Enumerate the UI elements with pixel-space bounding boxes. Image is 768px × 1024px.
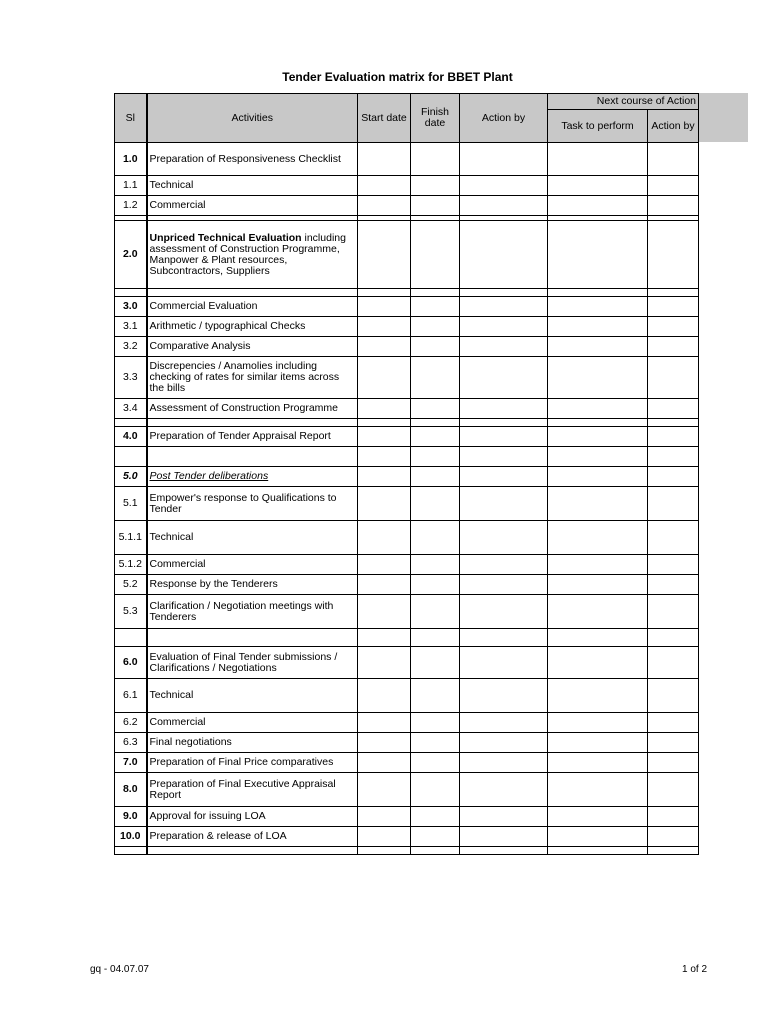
table-row	[115, 679, 699, 713]
table-row	[115, 487, 699, 521]
empty-cell	[411, 399, 460, 419]
empty-cell	[648, 399, 699, 419]
empty-cell	[460, 176, 548, 196]
empty-cell	[411, 196, 460, 216]
table-row	[115, 297, 699, 317]
row-activity: Clarification / Negotiation meetings with Tenderers	[147, 595, 358, 629]
table-row	[115, 575, 699, 595]
empty-cell	[358, 143, 411, 176]
empty-cell	[358, 629, 411, 647]
row-number: 5.3	[115, 595, 147, 629]
empty-cell	[648, 221, 699, 289]
empty-cell	[548, 297, 648, 317]
row-activity: Preparation of Final Executive Appraisal Report	[147, 773, 358, 807]
empty-cell	[358, 447, 411, 467]
empty-cell	[411, 575, 460, 595]
empty-cell	[648, 427, 699, 447]
empty-cell	[411, 176, 460, 196]
empty-cell	[548, 679, 648, 713]
empty-cell	[460, 357, 548, 399]
empty-cell	[460, 447, 548, 467]
empty-cell	[548, 647, 648, 679]
empty-cell	[460, 221, 548, 289]
header-activities: Activities	[147, 94, 358, 143]
empty-cell	[358, 827, 411, 847]
row-number: 1.2	[115, 196, 147, 216]
empty-cell	[411, 427, 460, 447]
empty-cell	[358, 221, 411, 289]
empty-cell	[648, 317, 699, 337]
table-row	[115, 595, 699, 629]
empty-cell	[548, 575, 648, 595]
row-activity	[147, 221, 358, 289]
spacer-row	[115, 447, 699, 467]
row-activity	[147, 847, 358, 855]
empty-cell	[648, 196, 699, 216]
empty-cell	[648, 807, 699, 827]
empty-cell	[648, 487, 699, 521]
empty-cell	[648, 847, 699, 855]
table-row	[115, 357, 699, 399]
empty-cell	[648, 575, 699, 595]
empty-cell	[548, 733, 648, 753]
empty-cell	[411, 297, 460, 317]
empty-cell	[358, 419, 411, 427]
table-row	[115, 647, 699, 679]
empty-cell	[548, 221, 648, 289]
row-activity: Technical	[147, 176, 358, 196]
row-number	[115, 629, 147, 647]
row-number: 3.4	[115, 399, 147, 419]
empty-cell	[411, 807, 460, 827]
empty-cell	[548, 143, 648, 176]
row-number: 2.0	[115, 221, 147, 289]
row-activity: Assessment of Construction Programme	[147, 399, 358, 419]
empty-cell	[648, 753, 699, 773]
empty-cell	[411, 827, 460, 847]
empty-cell	[648, 733, 699, 753]
empty-cell	[411, 467, 460, 487]
empty-cell	[460, 847, 548, 855]
empty-cell	[548, 419, 648, 427]
empty-cell	[548, 521, 648, 555]
table-row	[115, 399, 699, 419]
row-number: 6.0	[115, 647, 147, 679]
empty-cell	[358, 317, 411, 337]
row-activity: Post Tender deliberations	[147, 467, 358, 487]
table-row	[115, 713, 699, 733]
table-row	[115, 555, 699, 575]
empty-cell	[548, 773, 648, 807]
row-number: 3.3	[115, 357, 147, 399]
table-row	[115, 176, 699, 196]
empty-cell	[358, 289, 411, 297]
empty-cell	[358, 555, 411, 575]
row-activity: Preparation of Responsiveness Checklist	[147, 143, 358, 176]
table-row	[115, 807, 699, 827]
empty-cell	[411, 337, 460, 357]
empty-cell	[548, 467, 648, 487]
empty-cell	[460, 427, 548, 447]
empty-cell	[548, 337, 648, 357]
row-number: 3.1	[115, 317, 147, 337]
spacer-row	[115, 419, 699, 427]
row-activity: Final negotiations	[147, 733, 358, 753]
empty-cell	[460, 487, 548, 521]
row-number: 3.2	[115, 337, 147, 357]
empty-cell	[460, 337, 548, 357]
empty-cell	[411, 447, 460, 467]
evaluation-matrix-table	[114, 93, 699, 855]
empty-cell	[411, 647, 460, 679]
row-number	[115, 289, 147, 297]
row-activity: Technical	[147, 521, 358, 555]
empty-cell	[411, 773, 460, 807]
row-number: 9.0	[115, 807, 147, 827]
empty-cell	[411, 521, 460, 555]
empty-cell	[648, 337, 699, 357]
empty-cell	[411, 289, 460, 297]
empty-cell	[648, 647, 699, 679]
empty-cell	[648, 357, 699, 399]
empty-cell	[411, 713, 460, 733]
empty-cell	[358, 679, 411, 713]
empty-cell	[411, 555, 460, 575]
empty-cell	[358, 807, 411, 827]
empty-cell	[548, 555, 648, 575]
header-si: Sl	[115, 94, 147, 143]
empty-cell	[460, 555, 548, 575]
empty-cell	[548, 196, 648, 216]
row-activity	[147, 289, 358, 297]
empty-cell	[411, 419, 460, 427]
row-number: 5.1	[115, 487, 147, 521]
empty-cell	[648, 447, 699, 467]
empty-cell	[460, 419, 548, 427]
row-activity: Response by the Tenderers	[147, 575, 358, 595]
row-activity: Preparation of Final Price comparatives	[147, 753, 358, 773]
empty-cell	[548, 357, 648, 399]
empty-cell	[648, 419, 699, 427]
empty-cell	[548, 289, 648, 297]
row-number: 3.0	[115, 297, 147, 317]
empty-cell	[460, 753, 548, 773]
header-action-by-next: Action by	[648, 110, 699, 143]
empty-cell	[460, 467, 548, 487]
row-number: 7.0	[115, 753, 147, 773]
empty-cell	[460, 733, 548, 753]
empty-cell	[460, 289, 548, 297]
empty-cell	[648, 827, 699, 847]
empty-cell	[411, 487, 460, 521]
row-activity: Technical	[147, 679, 358, 713]
spacer-row	[115, 289, 699, 297]
row-activity-bold: Unpriced Technical Evaluation	[149, 231, 302, 244]
header-start-date: Start date	[358, 94, 411, 143]
row-activity: Commercial	[147, 196, 358, 216]
empty-cell	[411, 357, 460, 399]
empty-cell	[411, 733, 460, 753]
empty-cell	[548, 629, 648, 647]
empty-cell	[358, 647, 411, 679]
empty-cell	[358, 297, 411, 317]
table-row	[115, 221, 699, 289]
empty-cell	[548, 176, 648, 196]
table-row	[115, 827, 699, 847]
row-activity	[147, 419, 358, 427]
empty-cell	[548, 753, 648, 773]
empty-cell	[460, 297, 548, 317]
row-number	[115, 447, 147, 467]
row-number	[115, 847, 147, 855]
header-finish-date: Finish date	[411, 94, 460, 143]
header-next-course: Next course of Action	[548, 94, 699, 110]
row-activity: Evaluation of Final Tender submissions / Clarifications / Negotiations	[147, 647, 358, 679]
empty-cell	[648, 555, 699, 575]
empty-cell	[460, 143, 548, 176]
empty-cell	[411, 595, 460, 629]
header-task-to-perform: Task to perform	[548, 110, 648, 143]
empty-cell	[648, 143, 699, 176]
empty-cell	[411, 317, 460, 337]
empty-cell	[460, 317, 548, 337]
empty-cell	[358, 773, 411, 807]
table-row	[115, 467, 699, 487]
empty-cell	[548, 595, 648, 629]
table-row	[115, 733, 699, 753]
row-activity-rest: including assessment of Construction Programme, Manpower & Plant resources, Subcontractors, Suppliers	[149, 231, 346, 277]
empty-cell	[460, 575, 548, 595]
empty-cell	[460, 807, 548, 827]
row-activity: Preparation of Tender Appraisal Report	[147, 427, 358, 447]
empty-cell	[411, 629, 460, 647]
table-row	[115, 143, 699, 176]
empty-cell	[358, 357, 411, 399]
empty-cell	[548, 807, 648, 827]
row-activity: Discrepencies / Anamolies including checking of rates for similar items across the bills	[147, 357, 358, 399]
row-activity	[147, 447, 358, 467]
empty-cell	[648, 595, 699, 629]
row-activity: Approval for issuing LOA	[147, 807, 358, 827]
empty-cell	[548, 487, 648, 521]
empty-cell	[411, 143, 460, 176]
empty-cell	[411, 221, 460, 289]
empty-cell	[648, 679, 699, 713]
row-number: 5.0	[115, 467, 147, 487]
row-number: 6.1	[115, 679, 147, 713]
row-number: 6.3	[115, 733, 147, 753]
row-activity: Comparative Analysis	[147, 337, 358, 357]
footer-page-number: 1 of 2	[682, 964, 708, 975]
empty-cell	[358, 753, 411, 773]
footer-revision: gq - 04.07.07	[90, 964, 149, 975]
empty-cell	[358, 575, 411, 595]
table-row	[115, 196, 699, 216]
empty-cell	[358, 337, 411, 357]
empty-cell	[460, 713, 548, 733]
document-title: Tender Evaluation matrix for BBET Plant	[282, 70, 513, 84]
row-activity: Empower's response to Qualifications to Tender	[147, 487, 358, 521]
table-row	[115, 773, 699, 807]
row-number: 5.2	[115, 575, 147, 595]
empty-cell	[358, 196, 411, 216]
row-number: 1.0	[115, 143, 147, 176]
row-activity: Commercial Evaluation	[147, 297, 358, 317]
table-row	[115, 317, 699, 337]
row-number: 5.1.1	[115, 521, 147, 555]
empty-cell	[548, 317, 648, 337]
empty-cell	[548, 447, 648, 467]
matrix-body	[115, 143, 699, 855]
empty-cell	[460, 196, 548, 216]
empty-cell	[358, 521, 411, 555]
empty-cell	[460, 521, 548, 555]
empty-cell	[358, 733, 411, 753]
row-number: 4.0	[115, 427, 147, 447]
table-row	[115, 427, 699, 447]
empty-cell	[358, 847, 411, 855]
empty-cell	[358, 487, 411, 521]
empty-cell	[548, 427, 648, 447]
empty-cell	[648, 297, 699, 317]
row-number	[115, 419, 147, 427]
empty-cell	[548, 713, 648, 733]
table-row	[115, 753, 699, 773]
row-number: 6.2	[115, 713, 147, 733]
empty-cell	[648, 773, 699, 807]
empty-cell	[648, 521, 699, 555]
empty-cell	[358, 595, 411, 629]
table-row	[115, 337, 699, 357]
row-number: 10.0	[115, 827, 147, 847]
row-activity: Commercial	[147, 713, 358, 733]
empty-cell	[648, 629, 699, 647]
empty-cell	[548, 847, 648, 855]
empty-cell	[548, 827, 648, 847]
empty-cell	[460, 679, 548, 713]
empty-cell	[358, 399, 411, 419]
row-activity: Arithmetic / typographical Checks	[147, 317, 358, 337]
row-number: 8.0	[115, 773, 147, 807]
empty-cell	[411, 847, 460, 855]
table-row	[115, 521, 699, 555]
empty-cell	[358, 467, 411, 487]
empty-cell	[648, 176, 699, 196]
empty-cell	[460, 773, 548, 807]
empty-cell	[648, 289, 699, 297]
empty-cell	[411, 679, 460, 713]
row-activity	[147, 629, 358, 647]
empty-cell	[358, 713, 411, 733]
empty-cell	[460, 647, 548, 679]
header-action-by: Action by	[460, 94, 548, 143]
row-activity: Preparation & release of LOA	[147, 827, 358, 847]
empty-cell	[460, 595, 548, 629]
row-number: 5.1.2	[115, 555, 147, 575]
empty-cell	[548, 399, 648, 419]
empty-cell	[460, 629, 548, 647]
row-number: 1.1	[115, 176, 147, 196]
empty-cell	[460, 827, 548, 847]
spacer-row	[115, 847, 699, 855]
empty-cell	[648, 713, 699, 733]
empty-cell	[358, 176, 411, 196]
empty-cell	[411, 753, 460, 773]
row-activity: Commercial	[147, 555, 358, 575]
empty-cell	[460, 399, 548, 419]
empty-cell	[358, 427, 411, 447]
empty-cell	[648, 467, 699, 487]
spacer-row	[115, 629, 699, 647]
